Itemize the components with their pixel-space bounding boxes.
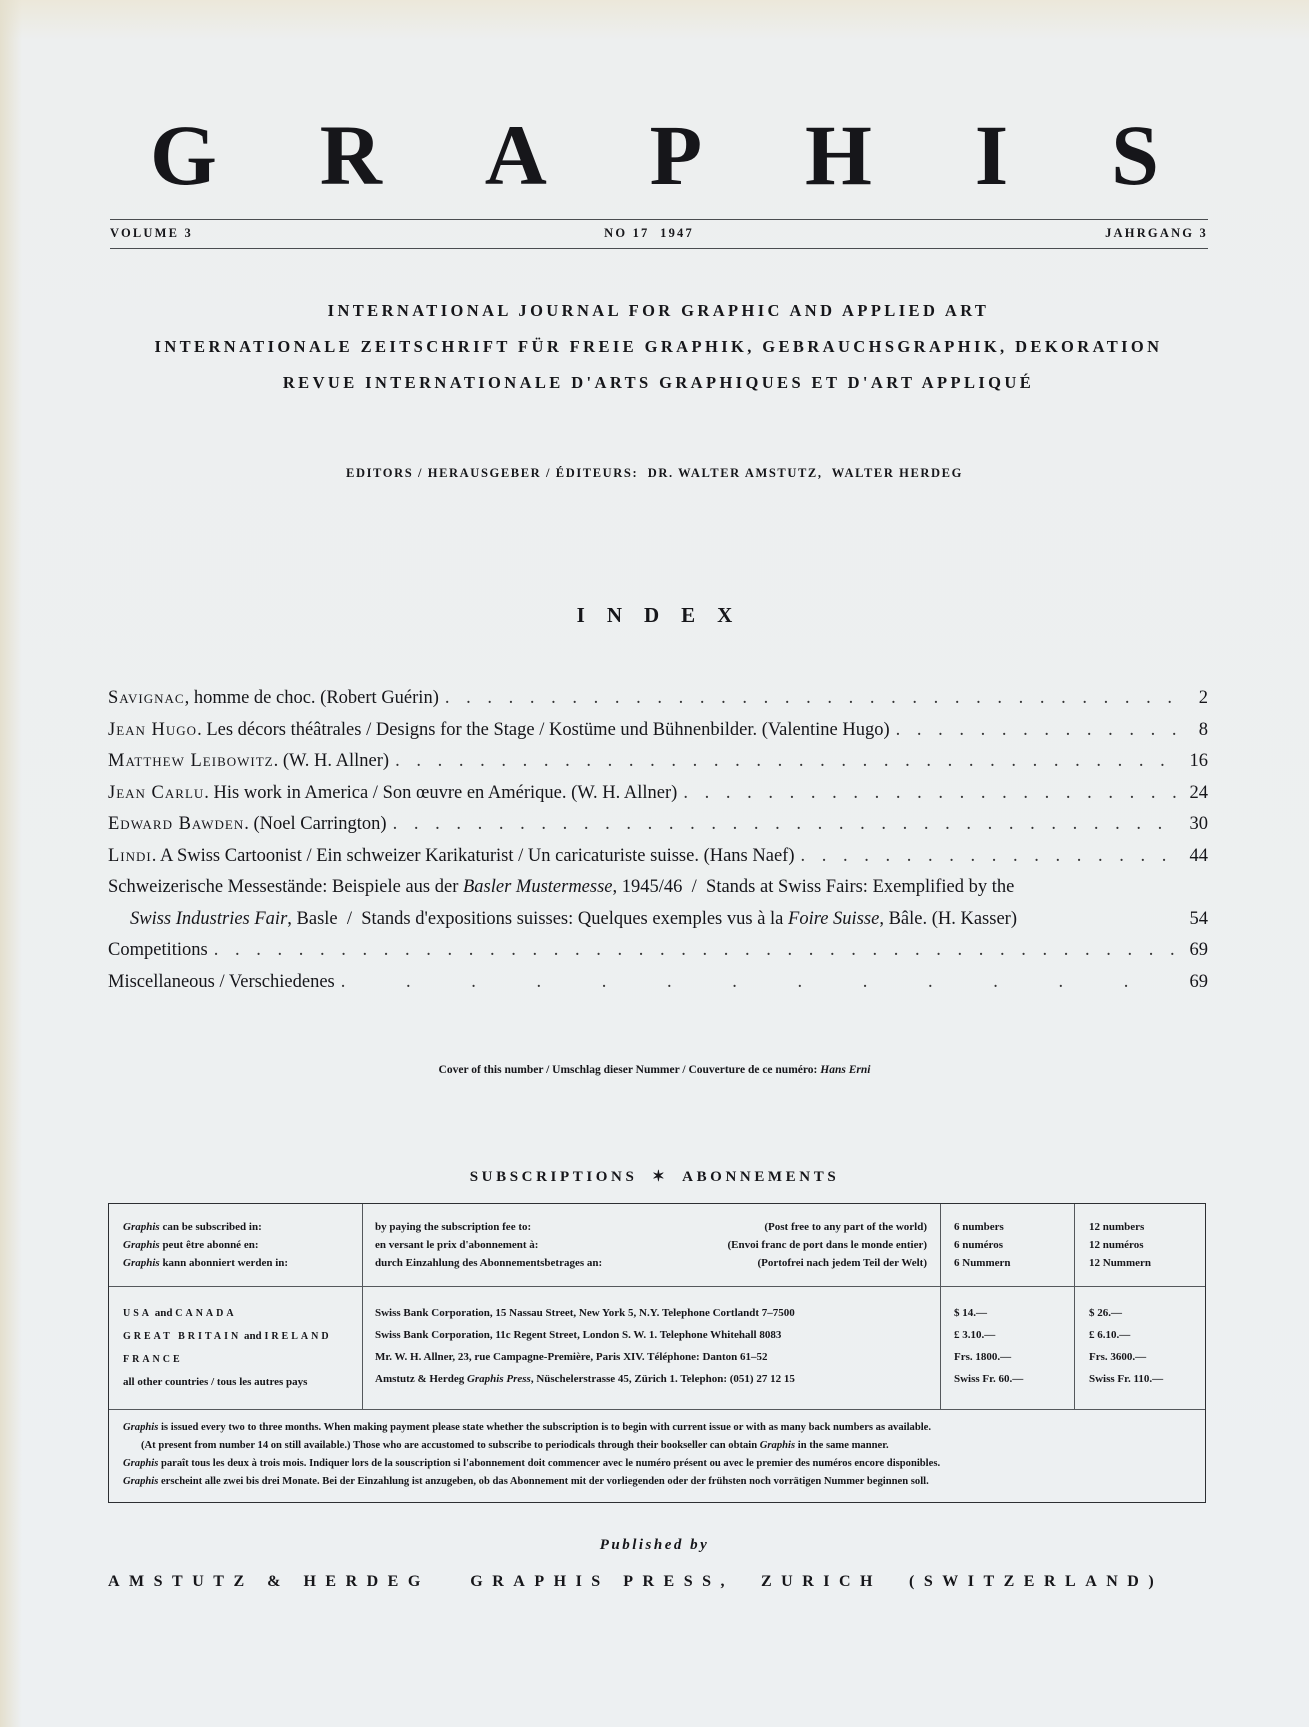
header-text: peut être abonné en: xyxy=(159,1239,259,1251)
country-row xyxy=(123,1325,332,1348)
row-divider xyxy=(109,1409,1205,1410)
toc-entry[interactable] xyxy=(108,751,1208,783)
issue-number: NO 17 1947 xyxy=(604,226,694,240)
conjunction: and xyxy=(241,1330,265,1342)
index-heading: INDEX xyxy=(576,603,755,627)
note-text: is issued every two to three months. When making payment please state whether the subscription is to begin with current issue or with as many back numbers as available. xyxy=(158,1422,932,1433)
price: Swiss Fr. 110.— xyxy=(1089,1373,1164,1385)
toc-entry-name: Edward Bawden xyxy=(108,814,245,834)
subtitle-french: REVUE INTERNATIONALE D'ARTS GRAPHIQUES ET D'ART APPLIQUÉ xyxy=(282,373,1035,392)
toc-entry-name: Savignac xyxy=(108,688,185,708)
note-text: in the same manner. xyxy=(795,1440,889,1451)
graphis-italic: Graphis xyxy=(123,1458,159,1469)
row-divider xyxy=(109,1286,1205,1287)
toc-entry-text: , 1945/46 / Stands at Swiss Fairs: Exemplified by the xyxy=(612,877,1015,897)
leader-dots xyxy=(683,783,1180,804)
twelve-numbers-header xyxy=(1089,1218,1151,1272)
toc-page-number: 30 xyxy=(1189,814,1208,834)
price: £ 3.10.— xyxy=(954,1329,996,1341)
price: Frs. 3600.— xyxy=(1089,1351,1147,1363)
volume-label: VOLUME 3 xyxy=(110,226,193,240)
toc-entry[interactable] xyxy=(108,972,1208,1004)
toc-page-number: 69 xyxy=(1189,940,1208,960)
masthead-title xyxy=(150,107,1159,203)
banks-column xyxy=(375,1302,795,1390)
masthead-letter: A xyxy=(484,107,547,203)
country-name: USA xyxy=(123,1308,153,1319)
journal-subtitles xyxy=(100,298,1217,406)
bank-address: Swiss Bank Corporation, 11c Regent Street, London S. W. 1. Telephone Whitehall 8083 xyxy=(375,1329,782,1341)
toc-entry-italic: Foire Suisse xyxy=(788,908,880,929)
leader-dots xyxy=(395,751,1180,772)
editors-line: EDITORS / HERAUSGEBER / ÉDITEURS: DR. WALTER AMSTUTZ, WALTER HERDEG xyxy=(346,466,963,480)
header-text: 6 numbers xyxy=(954,1221,1004,1233)
divider-top xyxy=(110,219,1208,220)
header-text: 12 numéros xyxy=(1089,1239,1144,1251)
header-text: kann abonniert werden in: xyxy=(159,1257,289,1269)
subscribe-in-header xyxy=(123,1218,288,1272)
country-name: IRELAND xyxy=(264,1331,332,1342)
graphis-italic: Graphis xyxy=(123,1422,159,1433)
toc-entry-text: Competitions xyxy=(108,940,208,960)
header-text: 6 Nummern xyxy=(954,1257,1011,1269)
prices-12-column xyxy=(1089,1302,1163,1390)
masthead-letter: S xyxy=(1111,107,1159,203)
graphis-italic: Graphis xyxy=(123,1221,160,1233)
divider-bottom xyxy=(110,248,1208,249)
toc-entry-italic: Basler Mustermesse xyxy=(462,877,613,897)
toc-entry[interactable] xyxy=(108,688,1208,720)
leader-dots xyxy=(800,846,1180,867)
toc-page-number: 8 xyxy=(1198,719,1208,740)
bank-text: , Nüschelerstrasse 45, Zürich 1. Telephon: (051) 27 12 15 xyxy=(530,1373,795,1385)
masthead-letter: P xyxy=(649,107,703,203)
graphis-press-italic: Graphis Press xyxy=(466,1373,531,1385)
jahrgang-label: JAHRGANG 3 xyxy=(1105,226,1208,240)
header-text: (Post free to any part of the world) xyxy=(764,1221,927,1233)
toc-entry[interactable] xyxy=(108,720,1208,752)
toc-entry[interactable] xyxy=(108,940,1208,972)
subtitle-german: INTERNATIONALE ZEITSCHRIFT FÜR FREIE GRAPHIK, GEBRAUCHSGRAPHIK, DEKORATION xyxy=(154,337,1163,356)
header-text: 6 numéros xyxy=(954,1239,1003,1251)
toc-entry[interactable] xyxy=(108,846,1208,878)
published-by: Published by xyxy=(599,1537,710,1553)
conjunction: and xyxy=(152,1307,176,1319)
country-name: CANADA xyxy=(175,1308,237,1319)
leader-dots xyxy=(393,814,1180,835)
note-text: erscheint alle zwei bis drei Monate. Bei der Einzahlung ist anzugeben, ob das Abonnement mit der vorliegenden oder der frühsten noch vorrätigen Nummer beginnen soll. xyxy=(158,1476,929,1487)
toc-page-number: 54 xyxy=(1189,908,1208,929)
country-row xyxy=(123,1348,332,1371)
price: $ 26.— xyxy=(1089,1307,1122,1319)
table-of-contents xyxy=(108,688,1208,1003)
toc-entry-text: , Basle / Stands d'expositions suisses: Quelques exemples vus à la xyxy=(287,908,789,929)
note-text: (At present from number 14 on still available.) Those who are accustomed to subscribe to periodicals through their bookseller can obtain xyxy=(141,1440,760,1451)
toc-entry-text: . A Swiss Cartoonist / Ein schweizer Karikaturist / Un caricaturiste suisse. (Hans Naef) xyxy=(151,845,795,866)
toc-page-number: 16 xyxy=(1189,751,1208,771)
country-name: GREAT BRITAIN xyxy=(123,1331,242,1342)
leader-dots xyxy=(214,940,1180,961)
toc-page-number: 24 xyxy=(1189,782,1208,803)
masthead-letter: I xyxy=(974,107,1009,203)
price: £ 6.10.— xyxy=(1089,1329,1131,1341)
header-text: 12 Nummern xyxy=(1089,1257,1152,1269)
graphis-italic: Graphis xyxy=(123,1257,160,1269)
header-text: en versant le prix d'abonnement à: xyxy=(375,1239,539,1251)
fee-header xyxy=(375,1218,927,1272)
leader-dots xyxy=(341,972,1180,993)
price: Frs. 1800.— xyxy=(954,1351,1012,1363)
toc-page-number: 2 xyxy=(1198,688,1208,708)
header-text: (Envoi franc de port dans le monde entier) xyxy=(727,1239,927,1251)
note-line xyxy=(123,1419,1191,1437)
masthead-letter: H xyxy=(805,107,872,203)
toc-entry[interactable] xyxy=(108,814,1208,846)
header-text: 12 numbers xyxy=(1089,1221,1145,1233)
bank-address: Swiss Bank Corporation, 15 Nassau Street, New York 5, N.Y. Telephone Cortlandt 7–7500 xyxy=(375,1307,795,1319)
subscription-notes xyxy=(123,1419,1191,1491)
issue-bar xyxy=(110,226,1208,241)
toc-entry-text: . (W. H. Allner) xyxy=(273,751,390,771)
six-numbers-header xyxy=(954,1218,1011,1272)
toc-entry[interactable] xyxy=(108,783,1208,815)
price: Swiss Fr. 60.— xyxy=(954,1373,1024,1385)
toc-entry-messe[interactable] xyxy=(108,877,1208,940)
price: $ 14.— xyxy=(954,1307,987,1319)
bank-address xyxy=(375,1368,795,1390)
graphis-italic: Graphis xyxy=(123,1239,160,1251)
column-divider xyxy=(362,1204,363,1409)
leader-dots xyxy=(445,688,1180,709)
subscriptions-table xyxy=(108,1203,1206,1503)
toc-entry-text: . His work in America / Son œuvre en Amérique. (W. H. Allner) xyxy=(204,782,678,803)
note-line xyxy=(123,1473,1191,1491)
masthead-letter: R xyxy=(319,107,382,203)
toc-entry-name: Lindi xyxy=(108,845,152,866)
toc-entry-text: Miscellaneous / Verschiedenes xyxy=(108,971,335,992)
graphis-italic: Graphis xyxy=(759,1440,796,1451)
leader-dots xyxy=(896,720,1180,741)
header-text: (Portofrei nach jedem Teil der Welt) xyxy=(757,1257,927,1269)
cover-credit xyxy=(0,1064,1309,1076)
subscriptions-heading: SUBSCRIPTIONS ✶ ABONNEMENTS xyxy=(469,1169,840,1185)
toc-page-number: 69 xyxy=(1189,971,1208,992)
bank-address: Mr. W. H. Allner, 23, rue Campagne-Première, Paris XIV. Téléphone: Danton 61–52 xyxy=(375,1351,768,1363)
note-text: paraît tous les deux à trois mois. Indiquer lors de la souscription si l'abonnement doit commencer avec le numéro présent ou avec le premier des numéros encore disponibles. xyxy=(158,1458,941,1469)
graphis-italic: Graphis xyxy=(123,1476,159,1487)
toc-entry-italic: Swiss Industries Fair xyxy=(130,908,288,929)
note-line xyxy=(123,1455,1191,1473)
header-text: by paying the subscription fee to: xyxy=(375,1221,532,1233)
countries-column xyxy=(123,1302,332,1393)
toc-page-number: 44 xyxy=(1189,845,1208,866)
toc-entry-text: Schweizerische Messestände: Beispiele aus der xyxy=(108,877,463,897)
note-line xyxy=(123,1437,1191,1455)
toc-entry-name: Jean Carlu xyxy=(108,782,205,803)
masthead-letter: G xyxy=(150,107,217,203)
page-edge-shadow xyxy=(0,0,22,1727)
toc-entry-text: . Les décors théâtrales / Designs for the Stage / Kostüme und Bühnenbilder. (Valentine Hugo) xyxy=(197,719,890,740)
bank-text: Amstutz & Herdeg xyxy=(375,1373,467,1385)
country-row: all other countries / tous les autres pays xyxy=(123,1376,308,1388)
toc-entry-text: . (Noel Carrington) xyxy=(244,814,387,834)
country-name: FRANCE xyxy=(123,1354,183,1365)
cover-credit-text: Cover of this number / Umschlag dieser Nummer / Couverture de ce numéro: xyxy=(438,1064,821,1076)
toc-entry-name: Matthew Leibowitz xyxy=(108,751,274,771)
toc-entry-text: , Bâle. (H. Kasser) xyxy=(879,908,1017,929)
country-row xyxy=(123,1302,332,1325)
toc-entry-name: Jean Hugo xyxy=(108,719,198,740)
column-divider xyxy=(1074,1204,1075,1409)
column-divider xyxy=(940,1204,941,1409)
header-text: can be subscribed in: xyxy=(159,1221,262,1233)
prices-6-column xyxy=(954,1302,1023,1390)
cover-artist: Hans Erni xyxy=(820,1064,871,1076)
header-text: durch Einzahlung des Abonnementsbetrages an: xyxy=(375,1257,603,1269)
publisher-line: AMSTUTZ & HERDEG GRAPHIS PRESS, ZURICH (SWITZERLAND) xyxy=(108,1573,1164,1590)
toc-entry-text: , homme de choc. (Robert Guérin) xyxy=(184,688,439,708)
subtitle-english: INTERNATIONAL JOURNAL FOR GRAPHIC AND APPLIED ART xyxy=(327,301,990,320)
